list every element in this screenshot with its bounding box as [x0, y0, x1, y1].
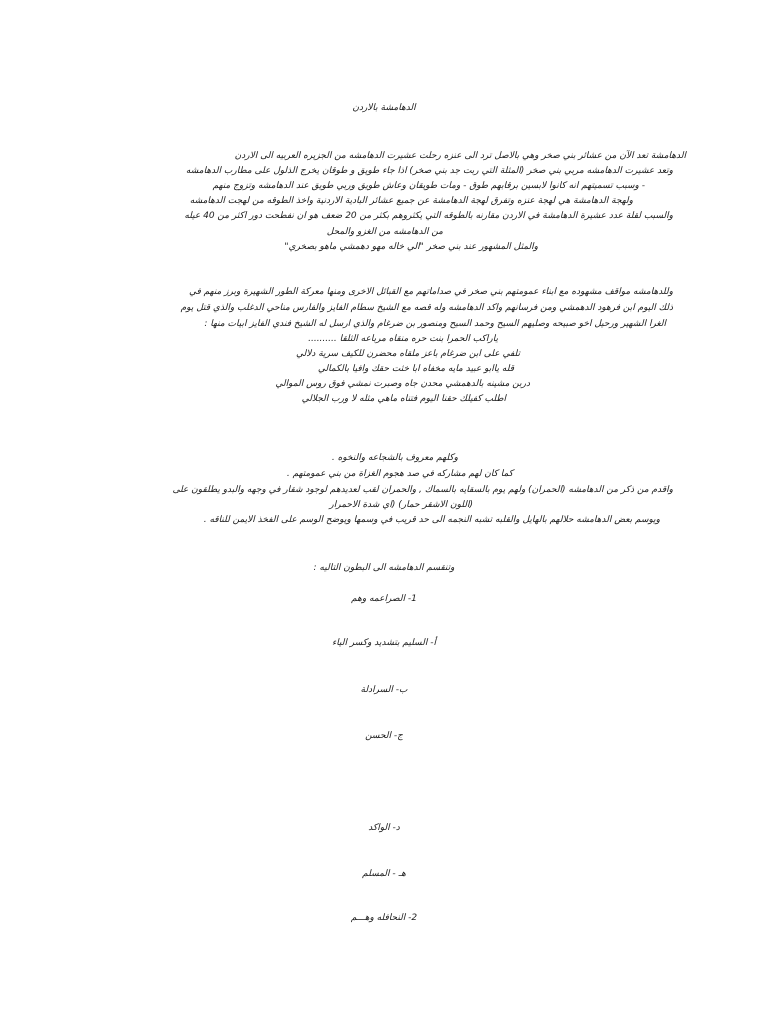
intro-line-2: وتعد عشيرت الدهامشه مربي بني صخر (المثلة التي ربت جد بني صخر) اذا جاء طويق و طوقان يخرج الذلول على مطارب الدهامشه [185, 166, 673, 176]
intro-line-5: والسبب لقلة عدد عشيرة الدهامشة في الاردن مقارنه بالطوقه التي يكثروهم بكثر من 20 ضعف هو ان نفطحت دور اكثر من 40 عيله [184, 211, 673, 221]
para3-line-5: ويوسم بعض الدهامشه حلالهم بالهايل والقلبه تشبه النجمه الى حد قريب في وسمها ويوضح الوسم على الفخذ الايمن للناقه . [203, 515, 660, 525]
poem-line-4: دربن مشينه بالدهمشي محدن جاه وصبرت نمشي فوق روس الموالي [275, 379, 530, 389]
para3-line-2: كما كان لهم مشاركه في صد هجوم الغزاة من بني عمومتهم . [286, 469, 513, 479]
sub-branch-c: ج- الحسن [365, 731, 403, 741]
branch-1-heading: 1- الصراعمه وهم [351, 594, 417, 604]
para2-line-1: وللدهامشه مواقف مشهوده مع ابناء عمومتهم بني صخر في صداماتهم مع القبائل الاخرى ومنها معركة الطور الشهيرة وبرز منهم في [189, 287, 673, 297]
para3-line-3: واقدم من ذكر من الدهامشه (الحمران) ولهم يوم بالسقايه بالسماك , والحمران لقب لعديدهم لوجود شقار في وجهه والبدو يطلقون على [172, 485, 673, 495]
sub-branch-b: ب- السرادلة [360, 685, 408, 695]
page-title: الدهامشة بالاردن [352, 103, 416, 113]
poem-line-2: تلفي على ابن ضرغام باعز ملقاه محضرن للكيف سرية دلالي [296, 349, 520, 359]
sub-branch-e: هـ - المسلم [362, 869, 406, 879]
para3-line-4: (اللون الاشقر حمار) (اي شدة الاحمرار [329, 500, 473, 510]
intro-line-6: من الدهامشه من الغزو والمحل [326, 227, 443, 237]
intro-line-4: ولهجة الدهامشة هي لهجة عنزه وتفرق لهجة الدهامشة عن جميع عشائر البادية الاردنية واخذ الطوقه من لهجت الدهامشه [189, 196, 633, 206]
para2-line-2: ذلك اليوم ابن فرهود الدهمشي ومن فرسانهم واكد الدهامشه وله قصه مع الشيخ سطام الفايز والفارس مناحي الدغلب والذي قتل يوم [180, 303, 673, 313]
divisions-intro: وتنقسم الدهامشه الى البطون التاليه : [313, 563, 455, 573]
sub-branch-a: أ- السليم بتشديد وكسر الياء [332, 638, 436, 648]
intro-line-1: الدهامشة تعد الآن من عشائر بني صخر وهي بالاصل ترد الى عنزه رحلت عشيرت الدهامشه من الجزيره العربيه الى الاردن [234, 151, 686, 161]
sub-branch-d: د- الواكد [368, 823, 400, 833]
poem-line-3: قله ياابو عبيد مايه مخفاه ابا خثت حقك وافيا بالكمالي [317, 364, 514, 374]
intro-line-7: والمثل المشهور عند بني صخر "الي خاله مهو دهمشي ماهو بصخري" [284, 242, 538, 252]
para3-line-1: وكلهم معروف بالشجاعه والنخوه . [331, 453, 458, 463]
intro-line-3: - وسبب تسميتهم انه كانوا لابسين برقابهم طوق - ومات طويقان وعاش طويق وربي طويق عند الدهامشه وتزوج منهم [212, 181, 645, 191]
branch-2-heading: 2- النحافله وهـــم [350, 913, 418, 923]
poem-line-1: ياراكب الحمرا بنت حره منقاه مرباعه الثلقا .......... [308, 334, 498, 344]
para2-line-3: الغرا الشهير ورحيل اخو صبيحه وصليهم السيح وحمد السيح ومنصور بن ضرغام والذي ارسل له الشيخ فندي الفايز ابيات منها : [204, 319, 666, 329]
poem-line-5: اطلب كفيلك حقنا اليوم فتناه ماهي مثله لا ورب الجلالي [301, 394, 506, 404]
